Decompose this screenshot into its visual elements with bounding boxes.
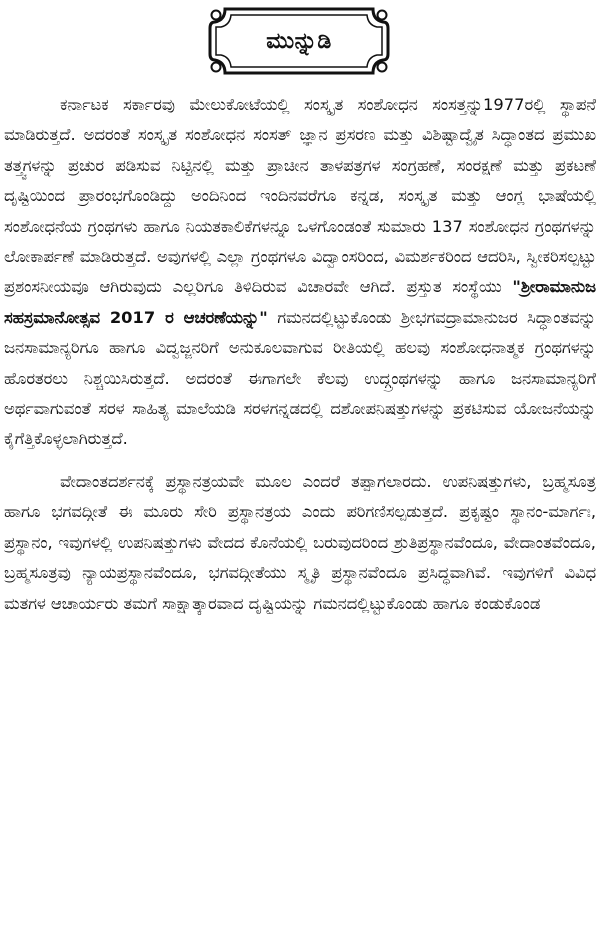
paragraph-1: [4, 90, 596, 455]
title-frame: [207, 6, 391, 76]
paragraph-1-text-a: ಕರ್ನಾಟಕ ಸರ್ಕಾರವು ಮೇಲುಕೋಟೆಯಲ್ಲಿ ಸಂಸ್ಕೃತ ಸಂಶೋಧನ ಸಂಸತ್ತನ್ನು1977ರಲ್ಲಿ ಸ್ಥಾಪನೆ ಮಾಡಿರುತ್ತದೆ. ಅದರಂತೆ ಸಂಸ್ಕೃತ ಸಂಶೋಧನ ಸಂಸತ್ ಜ್ಞಾನ ಪ್ರಸರಣ ಮತ್ತು ವಿಶಿಷ್ಟಾದ್ವೈತ ಸಿದ್ಧಾಂತದ ಪ್ರಮುಖ ತತ್ತ್ವಗಳನ್ನು ಪ್ರಚುರ ಪಡಿಸುವ ನಿಟ್ಟಿನಲ್ಲಿ ಮತ್ತು ಪ್ರಾಚೀನ ತಾಳಪತ್ರಗಳ ಸಂಗ್ರಹಣೆ, ಸಂರಕ್ಷಣೆ ಮತ್ತು ಪ್ರಕಟಣೆ ದೃಷ್ಟಿಯಿಂದ ಪ್ರಾರಂಭಗೊಂಡಿದ್ದು ಅಂದಿನಿಂದ ಇಂದಿನವರೆಗೂ ಕನ್ನಡ, ಸಂಸ್ಕೃತ ಮತ್ತು ಆಂಗ್ಲ ಭಾಷೆಯಲ್ಲಿ ಸಂಶೋಧನೆಯ ಗ್ರಂಥಗಳು ಹಾಗೂ ನಿಯತಕಾಲಿಕೆಗಳನ್ನೂ ಒಳಗೊಂಡಂತೆ ಸುಮಾರು 137 ಸಂಶೋಧನ ಗ್ರಂಥಗಳನ್ನು ಲೋಕಾರ್ಪಣೆ ಮಾಡಿರುತ್ತದೆ. ಅವುಗಳಲ್ಲಿ ಎಲ್ಲಾ ಗ್ರಂಥಗಳೂ ವಿದ್ವಾಂಸರಿಂದ, ವಿಮರ್ಶಕರಿಂದ ಆದರಿಸಿ, ಸ್ವೀಕರಿಸಲ್ಪಟ್ಟು ಪ್ರಶಂಸನೀಯವೂ ಆಗಿರುವುದು ಎಲ್ಲರಿಗೂ ತಿಳಿದಿರುವ ವಿಚಾರವೇ ಆಗಿದೆ. ಪ್ರಸ್ತುತ ಸಂಸ್ಥೆಯು: [4, 95, 596, 297]
paragraph-2-text: ವೇದಾಂತದರ್ಶನಕ್ಕೆ ಪ್ರಸ್ಥಾನತ್ರಯವೇ ಮೂಲ ಎಂದರೆ ತಪ್ಪಾಗಲಾರದು. ಉಪನಿಷತ್ತುಗಳು, ಬ್ರಹ್ಮಸೂತ್ರ ಹಾಗೂ ಭಗವದ್ಗೀತೆ ಈ ಮೂರು ಸೇರಿ ಪ್ರಸ್ಥಾನತ್ರಯ ಎಂದು ಪರಿಗಣಿಸಲ್ಪಡುತ್ತದೆ. ಪ್ರಕೃಷ್ಟಂ ಸ್ಥಾನಂ-ಮಾರ್ಗಃ, ಪ್ರಸ್ಥಾನಂ, ಇವುಗಳಲ್ಲಿ ಉಪನಿಷತ್ತುಗಳು ವೇದದ ಕೊನೆಯಲ್ಲಿ ಬರುವುದರಿಂದ ಶ್ರುತಿಪ್ರಸ್ಥಾನವೆಂದೂ, ವೇದಾಂತವೆಂದೂ, ಬ್ರಹ್ಮಸೂತ್ರವು ನ್ಯಾಯಪ್ರಸ್ಥಾನವೆಂದೂ, ಭಗವದ್ಗೀತೆಯು ಸ್ಮೃತಿ ಪ್ರಸ್ಥಾನವೆಂದೂ ಪ್ರಸಿದ್ಧವಾಗಿವೆ. ಇವುಗಳಿಗೆ ವಿವಿಧ ಮತಗಳ ಆಚಾರ್ಯರು ತಮಗೆ ಸಾಕ್ಷಾತ್ಕಾರವಾದ ದೃಷ್ಟಿಯನ್ನು ಗಮನದಲ್ಲಿಟ್ಟುಕೊಂಡು ಹಾಗೂ ಕಂಡುಕೊಂಡ: [4, 471, 596, 613]
paragraph-1-text-b: ಗಮನದಲ್ಲಿಟ್ಟುಕೊಂಡು ಶ್ರೀಭಗವದ್ರಾಮಾನುಜರ ಸಿದ್ಧಾಂತವನ್ನು ಜನಸಾಮಾನ್ಯರಿಗೂ ಹಾಗೂ ವಿದ್ವಜ್ಜನರಿಗೆ ಅನುಕೂಲವಾಗುವ ರೀತಿಯಲ್ಲಿ ಹಲವು ಸಂಶೋಧನಾತ್ಮಕ ಗ್ರಂಥಗಳನ್ನು ಹೊರತರಲು ನಿಶ್ಚಯಿಸಿರುತ್ತದೆ. ಅದರಂತೆ ಈಗಾಗಲೇ ಕೆಲವು ಉದ್ಗ್ರಂಥಗಳನ್ನು ಹಾಗೂ ಜನಸಾಮಾನ್ಯರಿಗೆ ಅರ್ಥವಾಗುವಂತೆ ಸರಳ ಸಾಹಿತ್ಯ ಮಾಲೆಯಡಿ ಸರಳಗನ್ನಡದಲ್ಲಿ ದಶೋಪನಿಷತ್ತುಗಳನ್ನು ಪ್ರಕಟಿಸುವ ಯೋಜನೆಯನ್ನು ಕೈಗೆತ್ತಿಕೊಳ್ಳಲಾಗಿರುತ್ತದೆ.: [4, 307, 596, 449]
paragraph-1-bold-phrase: "ಶ್ರೀರಾಮಾನುಜ ಸಹಸ್ರಮಾನೋತ್ಸವ 2017 ರ ಆಚರಣೆಯನ್ನು": [4, 277, 596, 327]
page-title: ಮುನ್ನುಡಿ: [266, 28, 332, 54]
body-text: [4, 90, 596, 940]
paragraph-2: [4, 467, 596, 619]
